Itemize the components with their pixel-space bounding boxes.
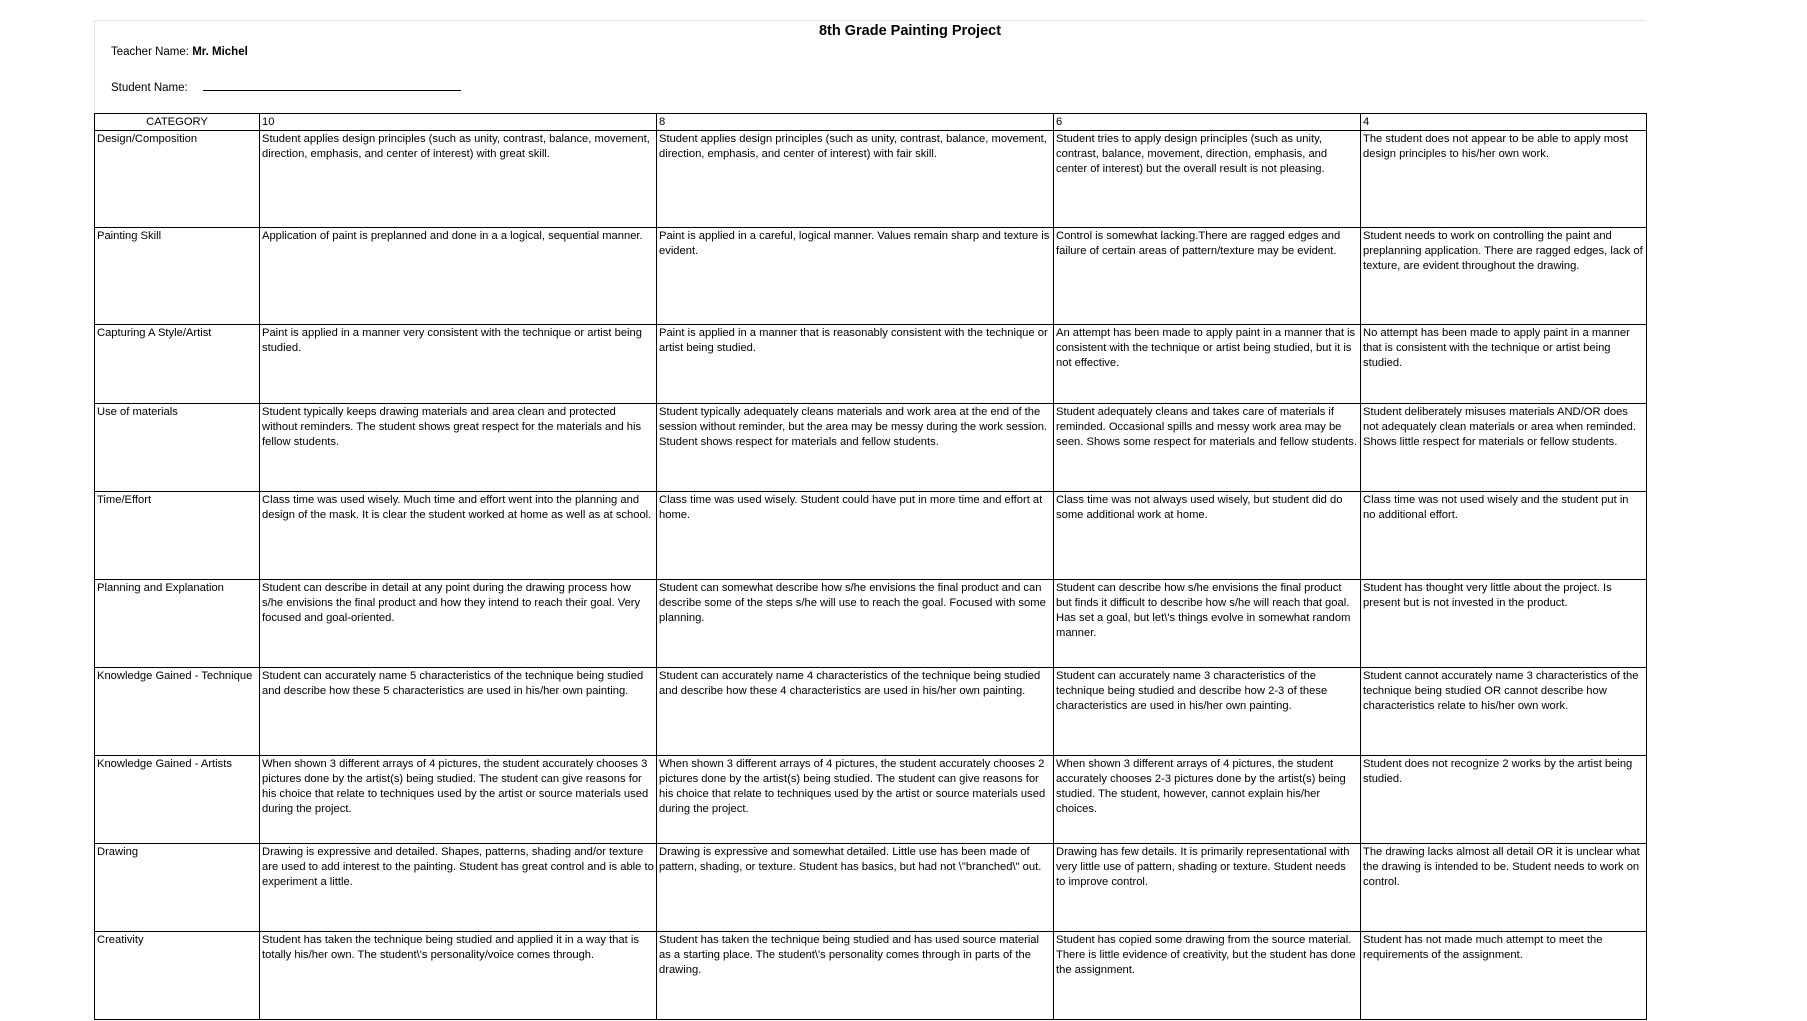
table-row [95, 756, 1647, 844]
criteria-cell: Paint is applied in a manner that is reasonably consistent with the technique or artist being studied. [657, 325, 1054, 404]
criteria-cell: Student has copied some drawing from the source material. There is little evidence of creativity, but the student has done the assignment. [1054, 932, 1361, 1020]
criteria-cell: Student can somewhat describe how s/he envisions the final product and can describe some of the steps s/he will use to reach the goal. Focused with some planning. [657, 580, 1054, 668]
category-cell: Capturing A Style/Artist [95, 325, 260, 404]
teacher-name-line [111, 46, 248, 58]
category-cell: Planning and Explanation [95, 580, 260, 668]
header-score-10: 10 [260, 114, 657, 131]
criteria-cell: Student can accurately name 4 characteristics of the technique being studied and describe how these 4 characteristics are used in his/her own painting. [657, 668, 1054, 756]
criteria-cell: Student deliberately misuses materials AND/OR does not adequately clean materials or area when reminded. Shows little respect for materials or fellow students. [1361, 404, 1647, 492]
header-score-8: 8 [657, 114, 1054, 131]
criteria-cell: Student needs to work on controlling the paint and preplanning application. There are ragged edges, lack of texture, are evident throughout the drawing. [1361, 228, 1647, 325]
criteria-cell: The student does not appear to be able to apply most design principles to his/her own work. [1361, 131, 1647, 228]
criteria-cell: Student typically adequately cleans materials and work area at the end of the session without reminder, but the area may be messy during the work session. Student shows respect for materials and fellow students. [657, 404, 1054, 492]
header-score-6: 6 [1054, 114, 1361, 131]
criteria-cell: Student typically keeps drawing materials and area clean and protected without reminders. The student shows great respect for the materials and his fellow students. [260, 404, 657, 492]
criteria-cell: The drawing lacks almost all detail OR it is unclear what the drawing is intended to be. Student needs to work on control. [1361, 844, 1647, 932]
criteria-cell: Drawing has few details. It is primarily representational with very little use of pattern, shading or texture. Student needs to improve control. [1054, 844, 1361, 932]
header-row [95, 114, 1647, 131]
category-cell: Painting Skill [95, 228, 260, 325]
criteria-cell: Control is somewhat lacking.There are ragged edges and failure of certain areas of pattern/texture may be evident. [1054, 228, 1361, 325]
table-row [95, 404, 1647, 492]
student-name-blank[interactable] [203, 80, 461, 91]
criteria-cell: Student has not made much attempt to meet the requirements of the assignment. [1361, 932, 1647, 1020]
criteria-cell: Paint is applied in a careful, logical manner. Values remain sharp and texture is evident. [657, 228, 1054, 325]
criteria-cell: Student can accurately name 5 characteristics of the technique being studied and describe how these 5 characteristics are used in his/her own painting. [260, 668, 657, 756]
criteria-cell: Student does not recognize 2 works by the artist being studied. [1361, 756, 1647, 844]
criteria-cell: Drawing is expressive and detailed. Shapes, patterns, shading and/or texture are used to add interest to the painting. Student has great control and is able to experiment a little. [260, 844, 657, 932]
criteria-cell: Student has thought very little about the project. Is present but is not invested in the product. [1361, 580, 1647, 668]
criteria-cell: Student cannot accurately name 3 characteristics of the technique being studied OR cannot describe how characteristics relate to his/her own work. [1361, 668, 1647, 756]
student-name-line [111, 80, 461, 94]
table-row [95, 668, 1647, 756]
header-score-4: 4 [1361, 114, 1647, 131]
criteria-cell: Class time was used wisely. Student could have put in more time and effort at home. [657, 492, 1054, 580]
page-left-rule [94, 20, 95, 112]
page-title: 8th Grade Painting Project [818, 23, 1002, 39]
table-row [95, 131, 1647, 228]
table-row [95, 844, 1647, 932]
criteria-cell: Class time was not always used wisely, but student did do some additional work at home. [1054, 492, 1361, 580]
rubric-table [94, 113, 1647, 1020]
page-top-rule [94, 20, 1646, 21]
criteria-cell: Class time was not used wisely and the student put in no additional effort. [1361, 492, 1647, 580]
criteria-cell: When shown 3 different arrays of 4 pictures, the student accurately chooses 3 pictures done by the artist(s) being studied. The student can give reasons for his choice that relate to techniques used by the artist or source materials used during the project. [260, 756, 657, 844]
teacher-name-value: Mr. Michel [192, 46, 248, 58]
criteria-cell: Student has taken the technique being studied and applied it in a way that is totally his/her own. The student\'s personality/voice comes through. [260, 932, 657, 1020]
criteria-cell: When shown 3 different arrays of 4 pictures, the student accurately chooses 2-3 pictures done by the artist(s) being studied. The student, however, cannot explain his/her choices. [1054, 756, 1361, 844]
table-row [95, 580, 1647, 668]
criteria-cell: An attempt has been made to apply paint in a manner that is consistent with the technique or artist being studied, but it is not effective. [1054, 325, 1361, 404]
category-cell: Knowledge Gained - Technique [95, 668, 260, 756]
criteria-cell: Student can describe in detail at any point during the drawing process how s/he envisions the final product and how they intend to reach their goal. Very focused and goal-oriented. [260, 580, 657, 668]
criteria-cell: Student applies design principles (such as unity, contrast, balance, movement, direction, emphasis, and center of interest) with fair skill. [657, 131, 1054, 228]
table-row [95, 492, 1647, 580]
table-row [95, 228, 1647, 325]
category-cell: Design/Composition [95, 131, 260, 228]
category-cell: Use of materials [95, 404, 260, 492]
table-row [95, 932, 1647, 1020]
teacher-name-label: Teacher Name: [111, 46, 189, 58]
category-cell: Drawing [95, 844, 260, 932]
table-row [95, 325, 1647, 404]
criteria-cell: Student can describe how s/he envisions the final product but finds it difficult to describe how s/he will reach that goal. Has set a goal, but let\'s things evolve in somewhat random manner. [1054, 580, 1361, 668]
criteria-cell: Student can accurately name 3 characteristics of the technique being studied and describe how 2-3 of these characteristics are used in his/her own painting. [1054, 668, 1361, 756]
criteria-cell: Student tries to apply design principles (such as unity, contrast, balance, movement, direction, emphasis, and center of interest) but the overall result is not pleasing. [1054, 131, 1361, 228]
category-cell: Time/Effort [95, 492, 260, 580]
student-name-label: Student Name: [111, 82, 188, 94]
criteria-cell: Class time was used wisely. Much time and effort went into the planning and design of the mask. It is clear the student worked at home as well as at school. [260, 492, 657, 580]
criteria-cell: When shown 3 different arrays of 4 pictures, the student accurately chooses 2 pictures done by the artist(s) being studied. The student can give reasons for his choice that relate to techniques used by the artist or source materials used during the project. [657, 756, 1054, 844]
criteria-cell: Application of paint is preplanned and done in a a logical, sequential manner. [260, 228, 657, 325]
criteria-cell: Paint is applied in a manner very consistent with the technique or artist being studied. [260, 325, 657, 404]
criteria-cell: Student applies design principles (such as unity, contrast, balance, movement, direction, emphasis, and center of interest) with great skill. [260, 131, 657, 228]
criteria-cell: Student adequately cleans and takes care of materials if reminded. Occasional spills and messy work area may be seen. Shows some respect for materials and fellow students. [1054, 404, 1361, 492]
header-category: CATEGORY [95, 114, 260, 131]
criteria-cell: No attempt has been made to apply paint in a manner that is consistent with the technique or artist being studied. [1361, 325, 1647, 404]
category-cell: Creativity [95, 932, 260, 1020]
criteria-cell: Student has taken the technique being studied and has used source material as a starting place. The student\'s personality comes through in parts of the drawing. [657, 932, 1054, 1020]
category-cell: Knowledge Gained - Artists [95, 756, 260, 844]
criteria-cell: Drawing is expressive and somewhat detailed. Little use has been made of pattern, shading, or texture. Student has basics, but had not \"branched\" out. [657, 844, 1054, 932]
